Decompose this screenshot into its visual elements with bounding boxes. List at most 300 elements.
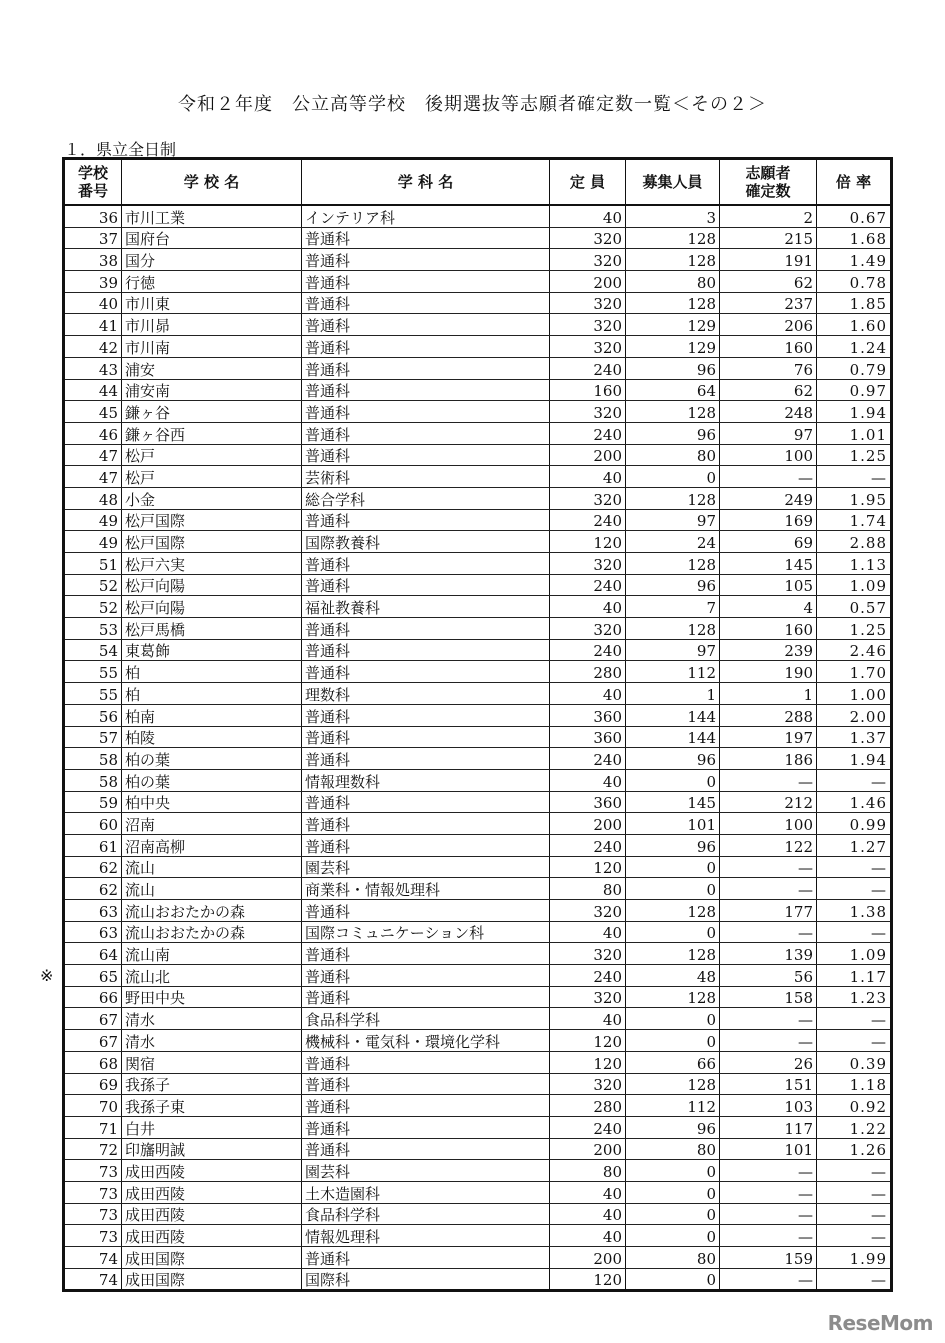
cell-applicants: 248: [720, 401, 817, 423]
cell-recruitment: 128: [626, 618, 720, 640]
cell-recruitment: 0: [626, 1160, 720, 1182]
cell-ratio: —: [817, 1225, 892, 1247]
cell-course-name: 福祉教養科: [302, 596, 550, 618]
cell-school-name: 成田国際: [122, 1268, 302, 1291]
cell-capacity: 320: [550, 227, 626, 249]
cell-course-name: 国際教養科: [302, 531, 550, 553]
table-row: [64, 878, 892, 900]
table-row: [64, 487, 892, 509]
cell-applicants: 2: [720, 205, 817, 227]
table-row: [64, 813, 892, 835]
cell-recruitment: 0: [626, 1225, 720, 1247]
cell-capacity: 120: [550, 1030, 626, 1052]
cell-applicants: 62: [720, 271, 817, 293]
table-row: [64, 1138, 892, 1160]
cell-recruitment: 128: [626, 487, 720, 509]
cell-course-name: 普通科: [302, 791, 550, 813]
cell-school-number: 39: [64, 271, 122, 293]
cell-capacity: 120: [550, 531, 626, 553]
cell-school-name: 流山: [122, 878, 302, 900]
cell-school-number: 58: [64, 769, 122, 791]
cell-ratio: 1.25: [817, 444, 892, 466]
table-row: [64, 900, 892, 922]
note-mark: ※: [40, 966, 54, 985]
cell-applicants: 56: [720, 965, 817, 987]
cell-school-name: 浦安: [122, 357, 302, 379]
header-capacity: 定 員: [550, 159, 626, 206]
table-row: [64, 596, 892, 618]
cell-recruitment: 96: [626, 422, 720, 444]
cell-course-name: 機械科・電気科・環境化学科: [302, 1030, 550, 1052]
cell-ratio: —: [817, 1160, 892, 1182]
cell-recruitment: 128: [626, 1073, 720, 1095]
cell-applicants: —: [720, 466, 817, 488]
cell-school-name: 成田西陵: [122, 1203, 302, 1225]
cell-recruitment: 0: [626, 1268, 720, 1291]
cell-school-number: 73: [64, 1203, 122, 1225]
cell-recruitment: 96: [626, 357, 720, 379]
cell-school-name: 松戸: [122, 444, 302, 466]
cell-recruitment: 128: [626, 227, 720, 249]
table-row: [64, 357, 892, 379]
cell-school-number: 60: [64, 813, 122, 835]
cell-school-name: 我孫子東: [122, 1095, 302, 1117]
table-row: [64, 856, 892, 878]
cell-recruitment: 128: [626, 943, 720, 965]
cell-school-name: 鎌ヶ谷西: [122, 422, 302, 444]
cell-applicants: 76: [720, 357, 817, 379]
cell-capacity: 280: [550, 661, 626, 683]
cell-ratio: 1.17: [817, 965, 892, 987]
cell-course-name: 園芸科: [302, 856, 550, 878]
cell-ratio: —: [817, 1181, 892, 1203]
cell-course-name: 食品科学科: [302, 1203, 550, 1225]
cell-school-number: 53: [64, 618, 122, 640]
cell-capacity: 40: [550, 921, 626, 943]
cell-applicants: 100: [720, 444, 817, 466]
cell-ratio: 1.00: [817, 683, 892, 705]
cell-school-number: 64: [64, 943, 122, 965]
cell-school-number: 55: [64, 661, 122, 683]
cell-course-name: 普通科: [302, 227, 550, 249]
table-row: [64, 1247, 892, 1269]
cell-ratio: —: [817, 1030, 892, 1052]
cell-capacity: 200: [550, 271, 626, 293]
cell-capacity: 40: [550, 596, 626, 618]
cell-ratio: 1.68: [817, 227, 892, 249]
cell-school-name: 関宿: [122, 1051, 302, 1073]
cell-school-number: 73: [64, 1181, 122, 1203]
cell-ratio: 1.25: [817, 618, 892, 640]
cell-capacity: 320: [550, 336, 626, 358]
cell-applicants: 159: [720, 1247, 817, 1269]
cell-capacity: 320: [550, 1073, 626, 1095]
cell-school-name: 松戸向陽: [122, 574, 302, 596]
cell-school-number: 65: [64, 965, 122, 987]
cell-applicants: 206: [720, 314, 817, 336]
cell-course-name: 土木造園科: [302, 1181, 550, 1203]
cell-recruitment: 48: [626, 965, 720, 987]
cell-capacity: 320: [550, 314, 626, 336]
cell-course-name: 普通科: [302, 509, 550, 531]
cell-recruitment: 96: [626, 748, 720, 770]
cell-ratio: 2.88: [817, 531, 892, 553]
cell-school-number: 73: [64, 1225, 122, 1247]
cell-recruitment: 101: [626, 813, 720, 835]
cell-ratio: 1.26: [817, 1138, 892, 1160]
cell-ratio: 0.92: [817, 1095, 892, 1117]
cell-course-name: 普通科: [302, 965, 550, 987]
cell-school-number: 52: [64, 596, 122, 618]
header-applicants: 志願者 確定数: [720, 159, 817, 206]
cell-school-number: 40: [64, 292, 122, 314]
cell-course-name: 普通科: [302, 357, 550, 379]
cell-course-name: 普通科: [302, 401, 550, 423]
cell-applicants: —: [720, 1181, 817, 1203]
cell-capacity: 280: [550, 1095, 626, 1117]
cell-course-name: 普通科: [302, 704, 550, 726]
cell-recruitment: 0: [626, 769, 720, 791]
cell-course-name: 普通科: [302, 1095, 550, 1117]
cell-school-name: 松戸国際: [122, 531, 302, 553]
cell-school-number: 58: [64, 748, 122, 770]
cell-ratio: 1.18: [817, 1073, 892, 1095]
cell-ratio: 0.79: [817, 357, 892, 379]
cell-school-number: 69: [64, 1073, 122, 1095]
cell-applicants: —: [720, 1225, 817, 1247]
cell-capacity: 40: [550, 1181, 626, 1203]
cell-ratio: 1.22: [817, 1116, 892, 1138]
table-row: [64, 444, 892, 466]
cell-course-name: 普通科: [302, 1247, 550, 1269]
cell-applicants: 215: [720, 227, 817, 249]
cell-course-name: 普通科: [302, 986, 550, 1008]
cell-course-name: 普通科: [302, 618, 550, 640]
cell-school-number: 42: [64, 336, 122, 358]
cell-applicants: 177: [720, 900, 817, 922]
cell-applicants: 237: [720, 292, 817, 314]
cell-recruitment: 112: [626, 1095, 720, 1117]
cell-recruitment: 0: [626, 878, 720, 900]
cell-applicants: —: [720, 1008, 817, 1030]
cell-school-number: 43: [64, 357, 122, 379]
cell-applicants: 191: [720, 249, 817, 271]
cell-school-name: 成田西陵: [122, 1181, 302, 1203]
cell-school-number: 63: [64, 900, 122, 922]
cell-school-number: 36: [64, 205, 122, 227]
table-row: [64, 769, 892, 791]
table-row: [64, 965, 892, 987]
cell-course-name: インテリア科: [302, 205, 550, 227]
cell-school-number: 68: [64, 1051, 122, 1073]
cell-recruitment: 128: [626, 986, 720, 1008]
table-row: [64, 314, 892, 336]
table-row: [64, 921, 892, 943]
cell-course-name: 普通科: [302, 1138, 550, 1160]
table-row: [64, 661, 892, 683]
cell-school-name: 松戸: [122, 466, 302, 488]
cell-school-number: 59: [64, 791, 122, 813]
cell-recruitment: 128: [626, 900, 720, 922]
cell-applicants: 197: [720, 726, 817, 748]
table-row: [64, 1225, 892, 1247]
cell-ratio: —: [817, 921, 892, 943]
cell-course-name: 国際科: [302, 1268, 550, 1291]
cell-recruitment: 0: [626, 466, 720, 488]
cell-recruitment: 0: [626, 1203, 720, 1225]
cell-school-number: 48: [64, 487, 122, 509]
cell-applicants: 100: [720, 813, 817, 835]
table-row: [64, 401, 892, 423]
cell-capacity: 200: [550, 1247, 626, 1269]
table-row: [64, 726, 892, 748]
cell-school-name: 柏の葉: [122, 748, 302, 770]
cell-recruitment: 96: [626, 574, 720, 596]
cell-course-name: 理数科: [302, 683, 550, 705]
table-row: [64, 1181, 892, 1203]
header-ratio: 倍 率: [817, 159, 892, 206]
cell-school-name: 鎌ヶ谷: [122, 401, 302, 423]
cell-school-name: 印旛明誠: [122, 1138, 302, 1160]
table-row: [64, 704, 892, 726]
cell-applicants: —: [720, 856, 817, 878]
cell-ratio: 1.37: [817, 726, 892, 748]
cell-applicants: 105: [720, 574, 817, 596]
cell-recruitment: 128: [626, 401, 720, 423]
cell-school-name: 柏陵: [122, 726, 302, 748]
table-row: [64, 271, 892, 293]
cell-applicants: —: [720, 769, 817, 791]
cell-capacity: 320: [550, 249, 626, 271]
cell-school-number: 47: [64, 466, 122, 488]
cell-capacity: 240: [550, 509, 626, 531]
cell-capacity: 40: [550, 1008, 626, 1030]
cell-capacity: 320: [550, 553, 626, 575]
cell-applicants: 62: [720, 379, 817, 401]
cell-ratio: 1.60: [817, 314, 892, 336]
cell-ratio: —: [817, 769, 892, 791]
cell-school-name: 流山おおたかの森: [122, 900, 302, 922]
cell-course-name: 普通科: [302, 314, 550, 336]
cell-recruitment: 64: [626, 379, 720, 401]
cell-applicants: 4: [720, 596, 817, 618]
cell-school-name: 流山おおたかの森: [122, 921, 302, 943]
cell-school-name: 流山: [122, 856, 302, 878]
cell-capacity: 240: [550, 1116, 626, 1138]
cell-recruitment: 3: [626, 205, 720, 227]
cell-ratio: —: [817, 878, 892, 900]
cell-recruitment: 80: [626, 444, 720, 466]
table-row: [64, 1073, 892, 1095]
cell-recruitment: 0: [626, 921, 720, 943]
cell-course-name: 普通科: [302, 292, 550, 314]
cell-course-name: 芸術科: [302, 466, 550, 488]
cell-recruitment: 0: [626, 856, 720, 878]
cell-school-name: 松戸馬橋: [122, 618, 302, 640]
cell-school-number: 62: [64, 856, 122, 878]
cell-applicants: 103: [720, 1095, 817, 1117]
cell-recruitment: 66: [626, 1051, 720, 1073]
cell-capacity: 320: [550, 986, 626, 1008]
applicants-table: [62, 157, 893, 1292]
table-header-row: [64, 159, 892, 206]
cell-capacity: 320: [550, 618, 626, 640]
cell-capacity: 40: [550, 1225, 626, 1247]
cell-applicants: 69: [720, 531, 817, 553]
cell-applicants: 151: [720, 1073, 817, 1095]
cell-applicants: 288: [720, 704, 817, 726]
cell-applicants: 139: [720, 943, 817, 965]
cell-applicants: —: [720, 1030, 817, 1052]
cell-school-name: 国分: [122, 249, 302, 271]
table-row: [64, 553, 892, 575]
cell-school-number: 55: [64, 683, 122, 705]
table-row: [64, 639, 892, 661]
table-row: [64, 249, 892, 271]
cell-school-number: 66: [64, 986, 122, 1008]
cell-school-number: 70: [64, 1095, 122, 1117]
cell-capacity: 240: [550, 639, 626, 661]
cell-school-name: 成田国際: [122, 1247, 302, 1269]
cell-applicants: 158: [720, 986, 817, 1008]
cell-course-name: 普通科: [302, 379, 550, 401]
header-school-name: 学 校 名: [122, 159, 302, 206]
cell-course-name: 普通科: [302, 444, 550, 466]
cell-ratio: 1.85: [817, 292, 892, 314]
cell-school-number: 62: [64, 878, 122, 900]
cell-school-name: 松戸国際: [122, 509, 302, 531]
cell-recruitment: 7: [626, 596, 720, 618]
cell-recruitment: 1: [626, 683, 720, 705]
cell-ratio: 1.09: [817, 943, 892, 965]
cell-ratio: 1.09: [817, 574, 892, 596]
cell-course-name: 普通科: [302, 1116, 550, 1138]
cell-capacity: 360: [550, 704, 626, 726]
cell-ratio: 1.74: [817, 509, 892, 531]
cell-school-name: 柏: [122, 661, 302, 683]
cell-capacity: 320: [550, 487, 626, 509]
cell-course-name: 普通科: [302, 271, 550, 293]
cell-recruitment: 97: [626, 509, 720, 531]
cell-ratio: 1.49: [817, 249, 892, 271]
cell-capacity: 40: [550, 683, 626, 705]
table-row: [64, 1095, 892, 1117]
table-row: [64, 943, 892, 965]
table-row: [64, 834, 892, 856]
cell-school-name: 柏南: [122, 704, 302, 726]
cell-school-name: 野田中央: [122, 986, 302, 1008]
document-title: 令和２年度 公立高等学校 後期選抜等志願者確定数一覧＜その２＞: [178, 94, 767, 115]
cell-ratio: 1.27: [817, 834, 892, 856]
cell-school-number: 45: [64, 401, 122, 423]
cell-capacity: 200: [550, 1138, 626, 1160]
cell-school-name: 浦安南: [122, 379, 302, 401]
cell-applicants: 117: [720, 1116, 817, 1138]
cell-ratio: 1.99: [817, 1247, 892, 1269]
cell-applicants: —: [720, 878, 817, 900]
cell-recruitment: 80: [626, 271, 720, 293]
cell-applicants: 212: [720, 791, 817, 813]
cell-capacity: 240: [550, 965, 626, 987]
cell-school-number: 38: [64, 249, 122, 271]
cell-recruitment: 112: [626, 661, 720, 683]
table-row: [64, 509, 892, 531]
cell-capacity: 40: [550, 205, 626, 227]
cell-recruitment: 128: [626, 249, 720, 271]
cell-recruitment: 144: [626, 726, 720, 748]
table-row: [64, 1030, 892, 1052]
cell-school-number: 67: [64, 1008, 122, 1030]
cell-school-name: 流山南: [122, 943, 302, 965]
cell-course-name: 普通科: [302, 249, 550, 271]
cell-ratio: —: [817, 856, 892, 878]
cell-applicants: 122: [720, 834, 817, 856]
cell-school-name: 清水: [122, 1008, 302, 1030]
cell-ratio: 2.46: [817, 639, 892, 661]
cell-school-number: 46: [64, 422, 122, 444]
cell-ratio: 1.46: [817, 791, 892, 813]
cell-school-name: 柏の葉: [122, 769, 302, 791]
cell-course-name: 普通科: [302, 943, 550, 965]
cell-recruitment: 128: [626, 553, 720, 575]
cell-applicants: 1: [720, 683, 817, 705]
cell-capacity: 240: [550, 574, 626, 596]
cell-course-name: 普通科: [302, 639, 550, 661]
cell-recruitment: 145: [626, 791, 720, 813]
cell-school-name: 国府台: [122, 227, 302, 249]
cell-course-name: 普通科: [302, 726, 550, 748]
cell-capacity: 120: [550, 1268, 626, 1291]
table-row: [64, 1203, 892, 1225]
cell-ratio: —: [817, 1268, 892, 1291]
cell-ratio: 1.38: [817, 900, 892, 922]
cell-applicants: 239: [720, 639, 817, 661]
table-row: [64, 1008, 892, 1030]
cell-capacity: 40: [550, 1203, 626, 1225]
cell-school-name: 松戸向陽: [122, 596, 302, 618]
cell-school-number: 74: [64, 1268, 122, 1291]
header-course-name: 学 科 名: [302, 159, 550, 206]
cell-school-name: 市川南: [122, 336, 302, 358]
cell-school-name: 我孫子: [122, 1073, 302, 1095]
cell-applicants: 97: [720, 422, 817, 444]
table-row: [64, 531, 892, 553]
cell-ratio: 1.13: [817, 553, 892, 575]
cell-capacity: 240: [550, 834, 626, 856]
cell-capacity: 320: [550, 900, 626, 922]
cell-course-name: 普通科: [302, 813, 550, 835]
cell-ratio: —: [817, 1203, 892, 1225]
cell-applicants: —: [720, 921, 817, 943]
cell-ratio: 0.67: [817, 205, 892, 227]
cell-course-name: 普通科: [302, 661, 550, 683]
cell-school-number: 54: [64, 639, 122, 661]
cell-school-name: 市川工業: [122, 205, 302, 227]
cell-capacity: 240: [550, 748, 626, 770]
cell-ratio: 1.23: [817, 986, 892, 1008]
cell-school-number: 41: [64, 314, 122, 336]
cell-school-name: 小金: [122, 487, 302, 509]
cell-applicants: 190: [720, 661, 817, 683]
header-school-number: 学校 番号: [64, 159, 122, 206]
cell-school-name: 白井: [122, 1116, 302, 1138]
cell-ratio: 0.78: [817, 271, 892, 293]
cell-recruitment: 0: [626, 1030, 720, 1052]
cell-school-number: 63: [64, 921, 122, 943]
cell-capacity: 80: [550, 1160, 626, 1182]
cell-applicants: 101: [720, 1138, 817, 1160]
table-row: [64, 292, 892, 314]
